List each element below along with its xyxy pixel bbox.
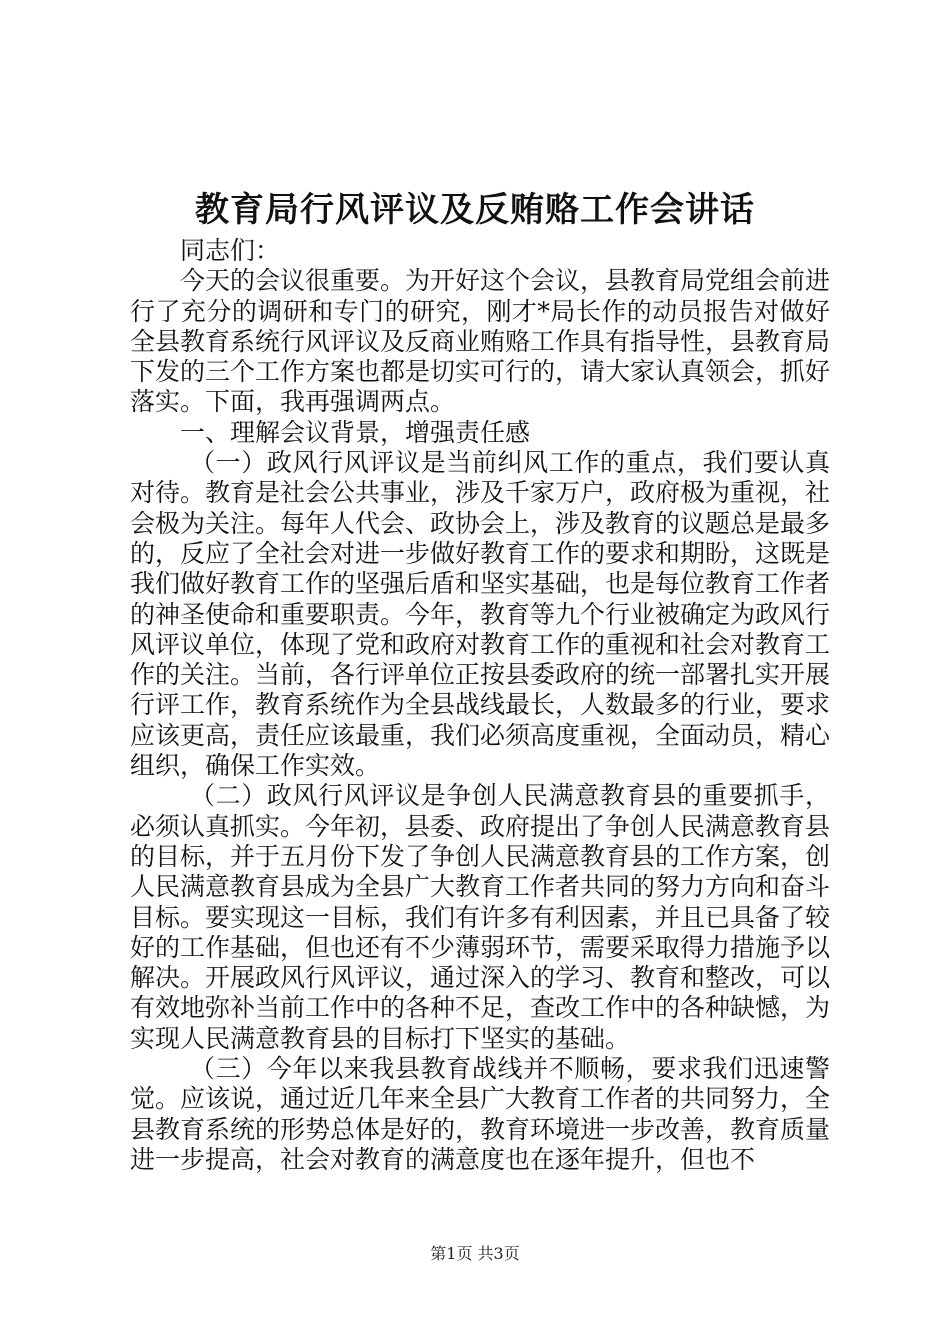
salutation: 同志们：: [180, 236, 281, 265]
section-heading-1: 一、理解会议背景，增强责任感: [180, 417, 531, 447]
paragraph-point-2: （二）政风行风评议是争创人民满意教育县的重要抓手，必须认真抓实。今年初，县委、政府提出了争创人民满意教育县的目标，并于五月份下发了争创人民满意教育县的工作方案，创人民满意教育县成为全县广大教育工作者共同的努力方向和奋斗目标。要实现这一目标，我们有许多有利因素，并且已具备了较好的工作基础，但也还有不少薄弱环节，需要采取得力措施予以解决。开展政风行风评议，通过深入的学习、教育和整改，可以有效地弥补当前工作中的各种不足，查改工作中的各种缺憾，为实现人民满意教育县的目标打下坚实的基础。: [130, 781, 831, 1053]
document-title: 教育局行风评议及反贿赂工作会讲话: [195, 190, 755, 230]
paragraph-point-1: （一）政风行风评议是当前纠风工作的重点，我们要认真对待。教育是社会公共事业，涉及千家万户，政府极为重视，社会极为关注。每年人代会、政协会上，涉及教育的议题总是最多的，反应了全社会对进一步做好教育工作的要求和期盼，这既是我们做好教育工作的坚强后盾和坚实基础，也是每位教育工作者的神圣使命和重要职责。今年，教育等九个行业被确定为政风行风评议单位，体现了党和政府对教育工作的重视和社会对教育工作的关注。当前，各行评单位正按县委政府的统一部署扎实开展行评工作，教育系统作为全县战线最长，人数最多的行业，要求应该更高，责任应该最重，我们必须高度重视，全面动员，精心组织，确保工作实效。: [130, 448, 831, 781]
paragraph-point-3: （三）今年以来我县教育战线并不顺畅，要求我们迅速警觉。应该说，通过近几年来全县广大教育工作者的共同努力，全县教育系统的形势总体是好的，教育环境进一步改善，教育质量进一步提高，社会对教育的满意度也在逐年提升，但也不: [130, 1054, 831, 1174]
document-body: [130, 236, 830, 1175]
page-footer: 第1页 共3页: [430, 1244, 520, 1263]
paragraph-intro: 今天的会议很重要。为开好这个会议，县教育局党组会前进行了充分的调研和专门的研究，刚才*局长作的动员报告对做好全县教育系统行风评议及反商业贿赂工作具有指导性，县教育局下发的三个工作方案也都是切实可行的，请大家认真领会，抓好落实。下面，我再强调两点。: [130, 266, 831, 417]
